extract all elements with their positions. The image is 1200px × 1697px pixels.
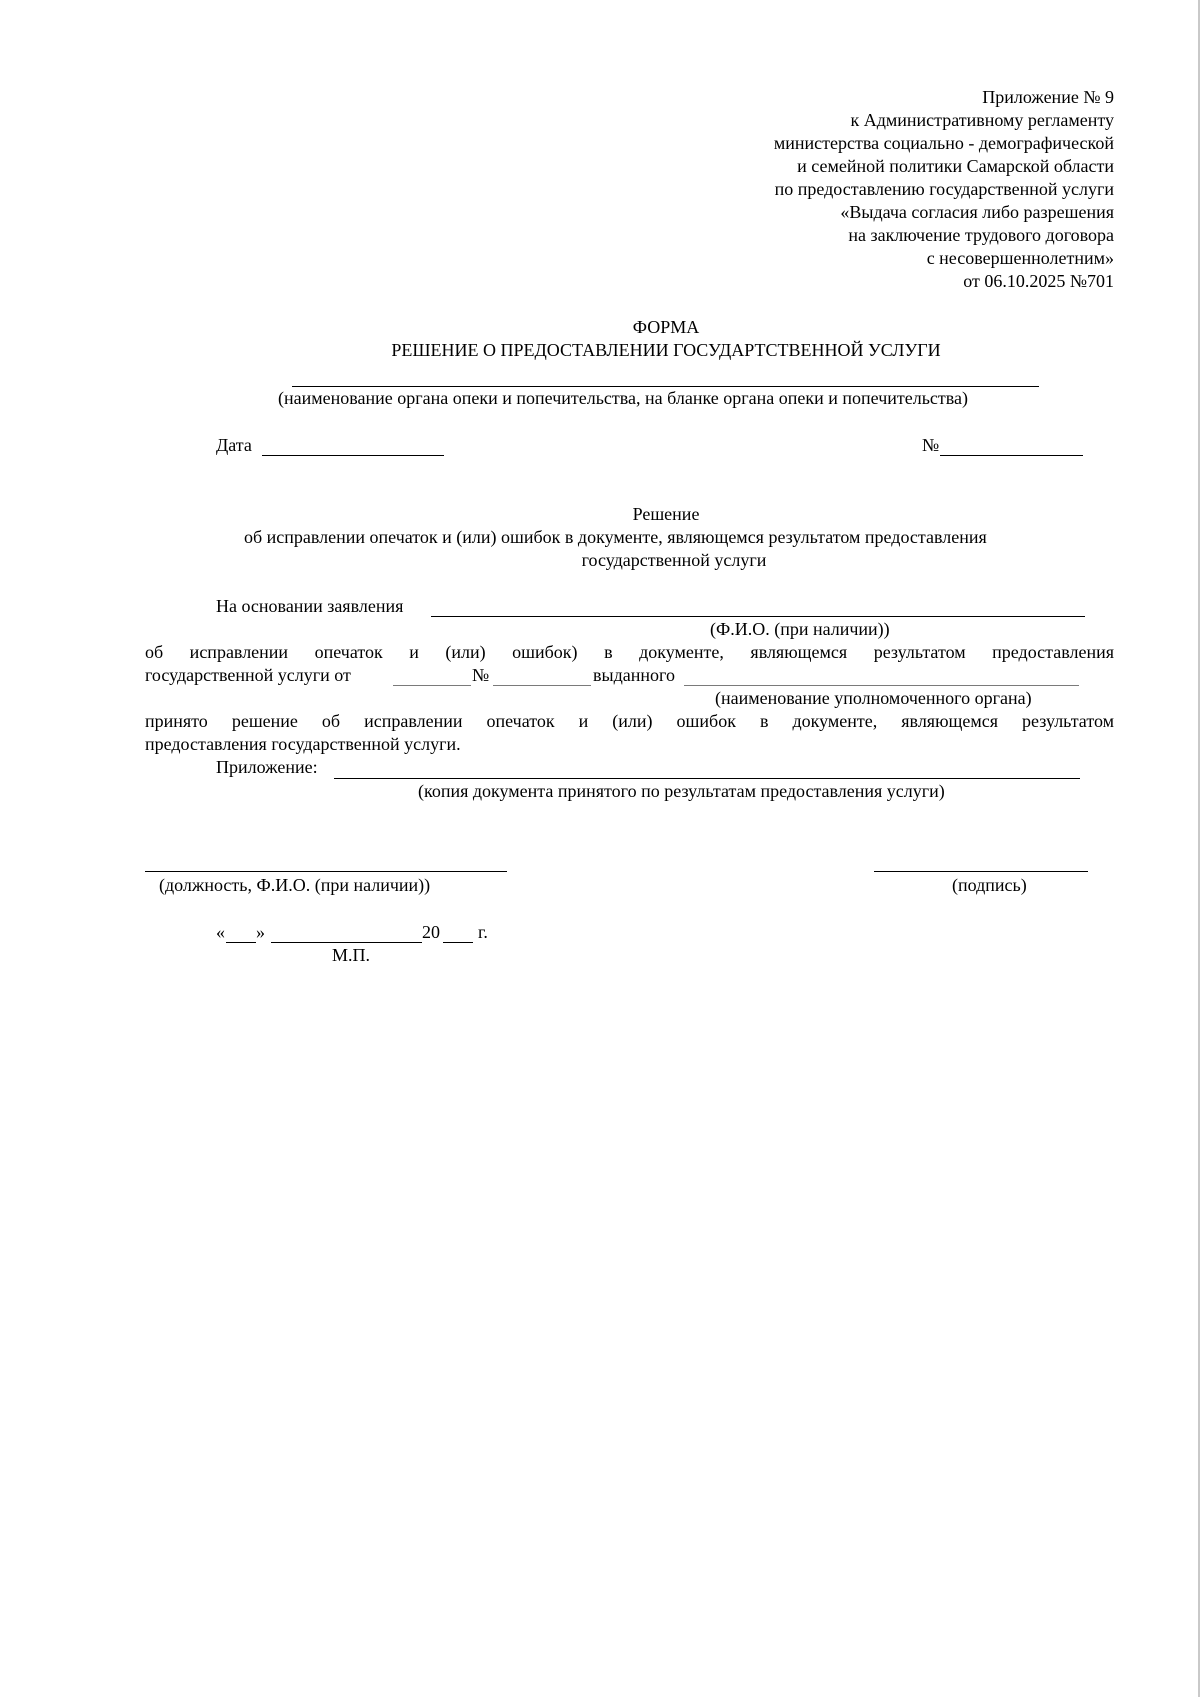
attachment-hint: (копия документа принятого по результатам предоставления услуги) [418, 781, 945, 801]
paragraph-line-prefix: государственной услуги от [145, 665, 351, 685]
header-line: «Выдача согласия либо разрешения [840, 202, 1114, 222]
doc-number-line [493, 685, 591, 686]
year-suffix: г. [478, 922, 488, 942]
authority-line [684, 685, 1079, 686]
header-line: по предоставлению государственной услуги [774, 179, 1114, 199]
year-prefix: 20 [422, 922, 440, 942]
header-line: к Административному регламенту [850, 110, 1114, 130]
attachment-line [334, 778, 1080, 779]
number-line [940, 455, 1083, 456]
signature-line [874, 871, 1088, 872]
position-line [145, 871, 507, 872]
form-label: ФОРМА [632, 317, 700, 337]
header-line: и семейной политики Самарской области [797, 156, 1114, 176]
paragraph-line: предоставления государственной услуги. [145, 734, 461, 754]
decision-subheading-2: государственной услуги [581, 550, 767, 570]
issued-label: выданного [593, 665, 675, 685]
attachment-label: Приложение: [216, 757, 318, 777]
authority-hint: (наименование уполномоченного органа) [715, 688, 1032, 708]
date-line [262, 455, 444, 456]
applicant-line [431, 616, 1085, 617]
paragraph-line: об исправлении опечаток и (или) ошибок) в документе, являющемся результатом предоставления [145, 642, 1114, 662]
decision-heading: Решение [632, 504, 700, 524]
header-line: от 06.10.2025 №701 [963, 271, 1114, 291]
header-line: министерства социально - демографической [773, 133, 1114, 153]
doc-number-label: № [472, 665, 490, 685]
header-line: с несовершеннолетним» [926, 248, 1114, 268]
basis-label: На основании заявления [216, 596, 404, 616]
date-open-quote: « [216, 922, 225, 942]
signature-hint: (подпись) [952, 875, 1027, 895]
organ-hint: (наименование органа опеки и попечительства, на бланке органа опеки и попечительства) [278, 388, 969, 408]
number-label: № [922, 435, 940, 455]
stamp-placeholder: М.П. [332, 945, 371, 965]
date-label: Дата [216, 435, 252, 455]
header-line: Приложение № 9 [982, 87, 1114, 107]
day-line [226, 942, 256, 943]
year-line [443, 942, 473, 943]
form-title: РЕШЕНИЕ О ПРЕДОСТАВЛЕНИИ ГОСУДАРТСТВЕННОЙ УСЛУГИ [391, 340, 941, 360]
date-close-quote: » [256, 922, 265, 942]
doc-date-line [393, 685, 471, 686]
position-hint: (должность, Ф.И.О. (при наличии)) [159, 875, 431, 895]
decision-subheading: об исправлении опечаток и (или) ошибок в документе, являющемся результатом предоставления [244, 527, 987, 547]
header-line: на заключение трудового договора [848, 225, 1114, 245]
fio-hint: (Ф.И.О. (при наличии)) [710, 619, 890, 639]
paragraph-line: принято решение об исправлении опечаток и (или) ошибок в документе, являющемся результатом [145, 711, 1114, 731]
month-line [271, 942, 422, 943]
